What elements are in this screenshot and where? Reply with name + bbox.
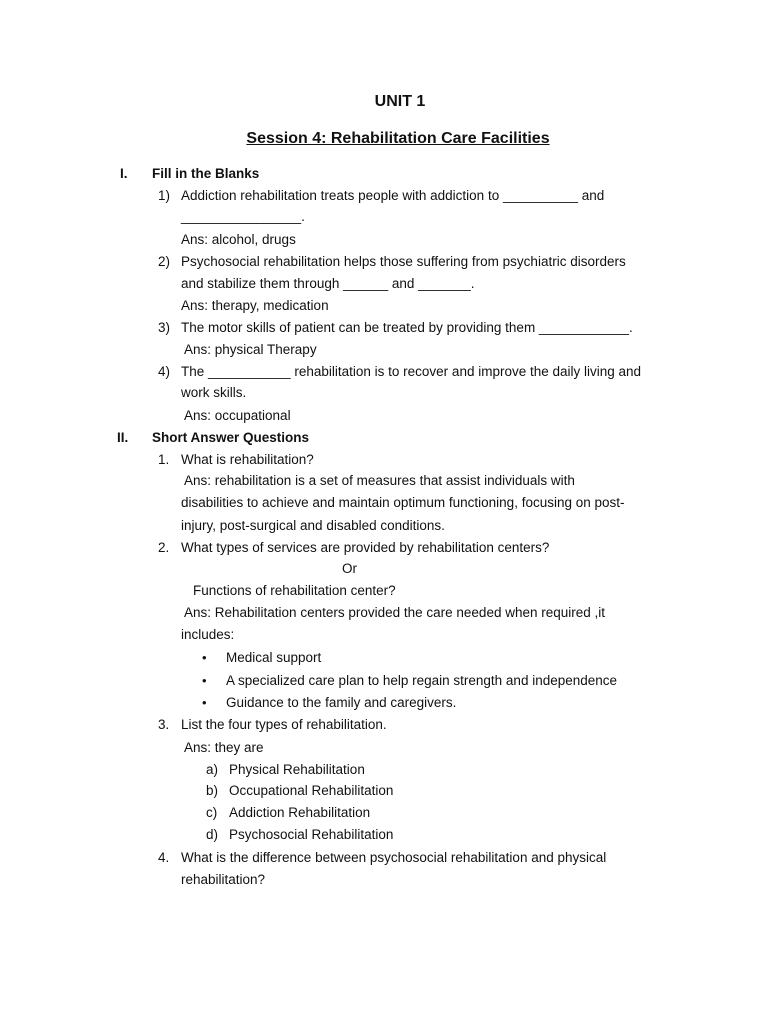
s1-q1-line1: Addiction rehabilitation treats people with addiction to __________ and — [181, 188, 605, 203]
bullet-icon: • — [202, 673, 207, 688]
s1-q4-number: 4) — [158, 364, 171, 379]
s2-q3-item-letter: a) — [206, 762, 219, 777]
s1-q4-line1: The ___________ rehabilitation is to recover and improve the daily living and — [181, 364, 642, 379]
s2-q2-answer-line1: Ans: Rehabilitation centers provided the care needed when required ,it — [184, 605, 606, 620]
s1-q3-answer: Ans: physical Therapy — [184, 342, 317, 357]
s1-q2-number: 2) — [158, 254, 171, 269]
s1-q1-line2: ________________. — [181, 209, 305, 224]
s2-q4-line1: What is the difference between psychosocial rehabilitation and physical — [181, 850, 607, 865]
s2-q3-question: List the four types of rehabilitation. — [181, 717, 387, 732]
s2-q3-number: 3. — [158, 717, 170, 732]
s1-q3-line1: The motor skills of patient can be treated by providing them ____________. — [181, 320, 633, 335]
bullet-icon: • — [202, 650, 207, 665]
s1-q1-answer: Ans: alcohol, drugs — [181, 232, 296, 247]
s1-q4-answer: Ans: occupational — [184, 408, 291, 423]
s1-q3-number: 3) — [158, 320, 171, 335]
unit-heading: UNIT 1 — [374, 93, 426, 110]
s2-q3-item-letter: c) — [206, 805, 218, 820]
s2-q2-or: Or — [342, 561, 357, 576]
s2-q3-item-letter: d) — [206, 827, 219, 842]
s2-q3-item-text: Psychosocial Rehabilitation — [229, 827, 394, 842]
s2-q4-line2: rehabilitation? — [181, 872, 266, 887]
section-1-number: I. — [120, 166, 128, 181]
s2-q2-alt-question: Functions of rehabilitation center? — [193, 583, 396, 598]
s2-q3-item-text: Occupational Rehabilitation — [229, 783, 394, 798]
s2-q1-number: 1. — [158, 452, 170, 467]
s2-q3-item-text: Physical Rehabilitation — [229, 762, 365, 777]
s2-q1-answer-line2: disabilities to achieve and maintain optimum functioning, focusing on post- — [181, 495, 625, 510]
s2-q1-answer-line1: Ans: rehabilitation is a set of measures that assist individuals with — [184, 473, 575, 488]
session-title: Session 4: Rehabilitation Care Facilities — [246, 130, 550, 147]
s2-q1-answer-line3: injury, post-surgical and disabled conditions. — [181, 518, 445, 533]
s2-q2-bullet-1: Medical support — [226, 650, 322, 665]
section-1-title: Fill in the Blanks — [152, 166, 260, 181]
s2-q3-item-text: Addiction Rehabilitation — [229, 805, 371, 820]
s2-q2-bullet-3: Guidance to the family and caregivers. — [226, 695, 457, 710]
s2-q3-answer: Ans: they are — [184, 740, 264, 755]
s2-q2-bullet-2: A specialized care plan to help regain strength and independence — [226, 673, 618, 688]
s1-q2-line2: and stabilize them through ______ and _______. — [181, 276, 475, 291]
s1-q1-number: 1) — [158, 188, 171, 203]
s2-q1-question: What is rehabilitation? — [181, 452, 314, 467]
s1-q2-line1: Psychosocial rehabilitation helps those suffering from psychiatric disorders — [181, 254, 626, 269]
s1-q2-answer: Ans: therapy, medication — [181, 298, 329, 313]
section-2-title: Short Answer Questions — [152, 430, 310, 445]
s2-q2-answer-line2: includes: — [181, 627, 235, 642]
section-2-number: II. — [117, 430, 129, 445]
s2-q2-number: 2. — [158, 540, 170, 555]
bullet-icon: • — [202, 695, 207, 710]
s2-q2-question: What types of services are provided by rehabilitation centers? — [181, 540, 550, 555]
s1-q4-line2: work skills. — [181, 385, 247, 400]
s2-q3-item-letter: b) — [206, 783, 219, 798]
s2-q4-number: 4. — [158, 850, 170, 865]
